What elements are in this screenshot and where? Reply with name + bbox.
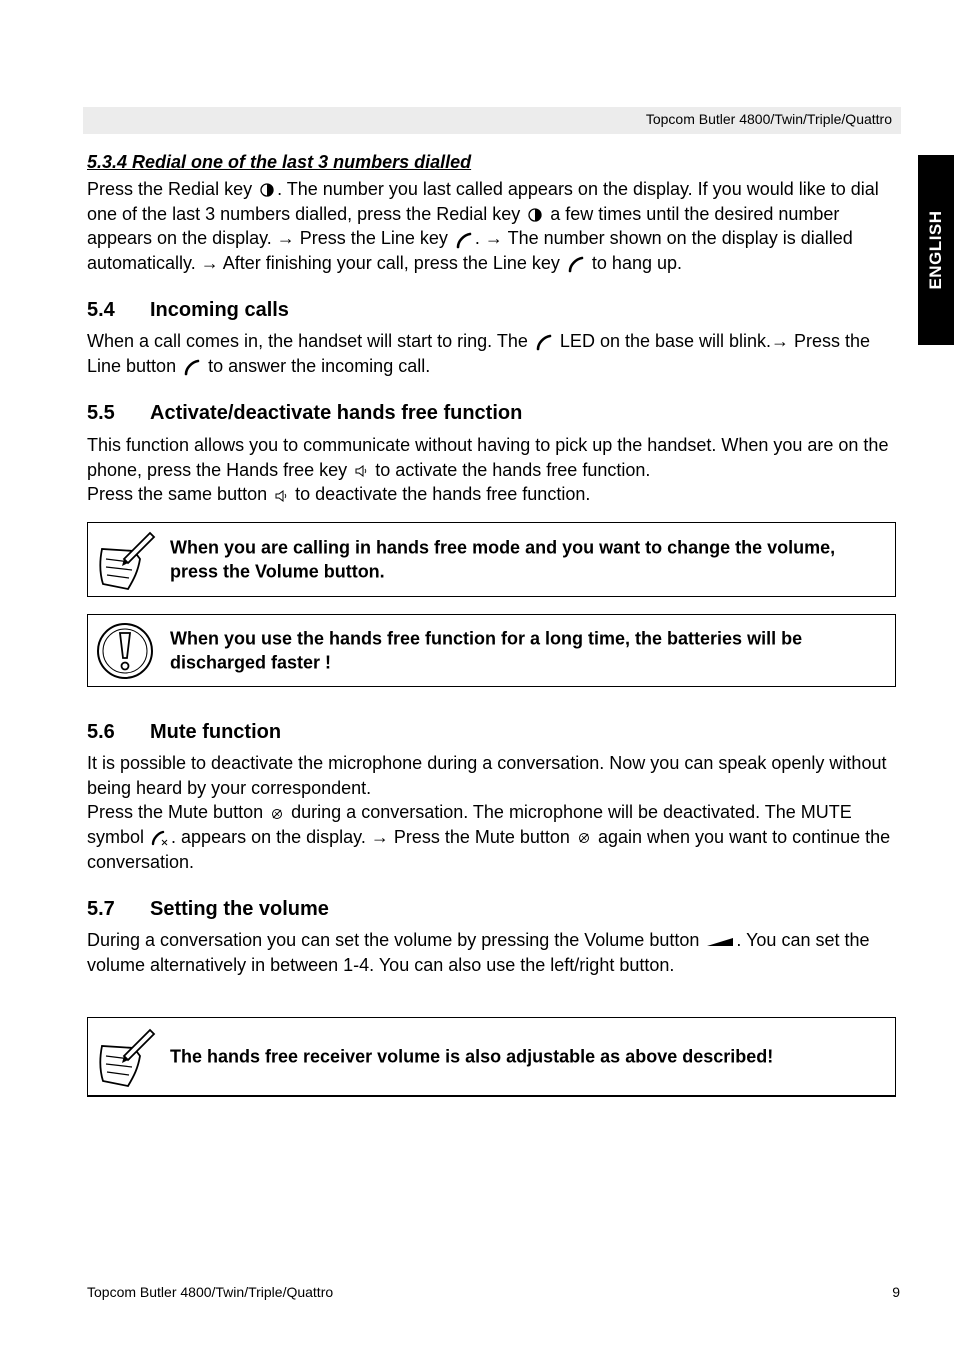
- text: . You can set the volume alternatively in between 1-4. You can also use the left/right button.: [87, 930, 870, 975]
- text: During a conversation you can set the volume by pressing the Volume button: [87, 930, 700, 950]
- text: to answer the incoming call.: [208, 355, 431, 376]
- header-title: Topcom Butler 4800/Twin/Triple/Quattro: [645, 111, 892, 127]
- text: to activate the hands free function.: [375, 459, 651, 480]
- paragraph-mute: [87, 751, 902, 875]
- hand-writing-note-icon: [94, 529, 156, 591]
- section-title-5-5: [87, 402, 522, 425]
- section-number: 5.4: [87, 299, 115, 321]
- phone-handset-icon: [567, 255, 585, 273]
- text: . → The number shown on the display is dialled automatically. → After finishing your call, press the Line key: [87, 228, 853, 274]
- text: This function allows you to communicate without having to pick up the handset. When you are on the phone, press the Hands free key: [87, 435, 889, 480]
- text: It is possible to deactivate the microphone during a conversation. Now you can speak openly without being heard by your correspondent.: [87, 753, 887, 798]
- note-box-battery: [87, 614, 896, 687]
- section-title-5-7: [87, 898, 329, 921]
- text: Press the same button: [87, 484, 268, 505]
- text: during a conversation. The microphone will be deactivated. The MUTE symbol: [87, 802, 852, 848]
- note-box-volume: [87, 522, 896, 597]
- footer-title: Topcom Butler 4800/Twin/Triple/Quattro: [87, 1284, 334, 1300]
- page-header: [83, 107, 901, 134]
- section-name: Mute function: [150, 721, 282, 743]
- mute-icon: [577, 831, 591, 845]
- text: . The number you last called appears on the display. If you would like to dial one of the last 3 numbers dialled, press the Redial key: [87, 179, 879, 224]
- section-name: Activate/deactivate hands free function: [150, 402, 523, 424]
- text: a few times until the desired number appears on the display. → Press the Line key: [87, 203, 840, 249]
- section-number: 5.5: [87, 402, 115, 424]
- note-text: The hands free receiver volume is also adjustable as above described!: [170, 1046, 774, 1067]
- text: LED on the base will blink.→ Press the Line button: [87, 331, 871, 376]
- text: When a call comes in, the handset will start to ring. The: [87, 331, 528, 351]
- section-name: Incoming calls: [150, 299, 289, 321]
- text: Press the Mute button: [87, 802, 264, 823]
- note-text: When you are calling in hands free mode and you want to change the volume, press the Volume button.: [170, 536, 836, 582]
- text: again when you want to continue the conversation.: [87, 827, 891, 872]
- phone-handset-icon: [535, 333, 553, 351]
- text: . appears on the display. → Press the Mute button: [171, 827, 570, 848]
- paragraph-volume: [87, 928, 902, 977]
- section-title-5-4: [87, 299, 289, 322]
- speaker-icon: [274, 489, 288, 503]
- note-box-receiver-volume: [87, 1017, 896, 1097]
- language-tab: [918, 155, 954, 345]
- exclamation-warning-icon: [94, 620, 156, 682]
- paragraph-redial: [87, 177, 902, 276]
- hand-writing-note-icon: [94, 1026, 156, 1088]
- speaker-icon: [354, 464, 368, 478]
- language-label: ENGLISH: [926, 210, 945, 290]
- mute-icon: [270, 807, 284, 821]
- mute-symbol-icon: [151, 829, 169, 847]
- section-name: Setting the volume: [150, 898, 329, 920]
- section-title-5-6: [87, 721, 281, 744]
- volume-ramp-icon: [706, 935, 734, 947]
- text: Press the Redial key: [87, 179, 253, 199]
- subsection-title-5-3-4: 5.3.4 Redial one of the last 3 numbers dialled: [87, 152, 472, 172]
- section-number: 5.6: [87, 721, 115, 743]
- phone-handset-icon: [455, 231, 473, 249]
- redial-icon: [527, 207, 543, 223]
- paragraph-incoming-calls: [87, 329, 902, 378]
- text: to hang up.: [591, 253, 683, 274]
- page-number: 9: [892, 1284, 900, 1300]
- phone-handset-icon: [183, 358, 201, 376]
- note-text: When you use the hands free function for a long time, the batteries will be discharged faster !: [170, 627, 803, 673]
- redial-icon: [259, 182, 275, 198]
- section-number: 5.7: [87, 898, 115, 920]
- paragraph-hands-free: [87, 433, 902, 507]
- text: to deactivate the hands free function.: [295, 484, 591, 505]
